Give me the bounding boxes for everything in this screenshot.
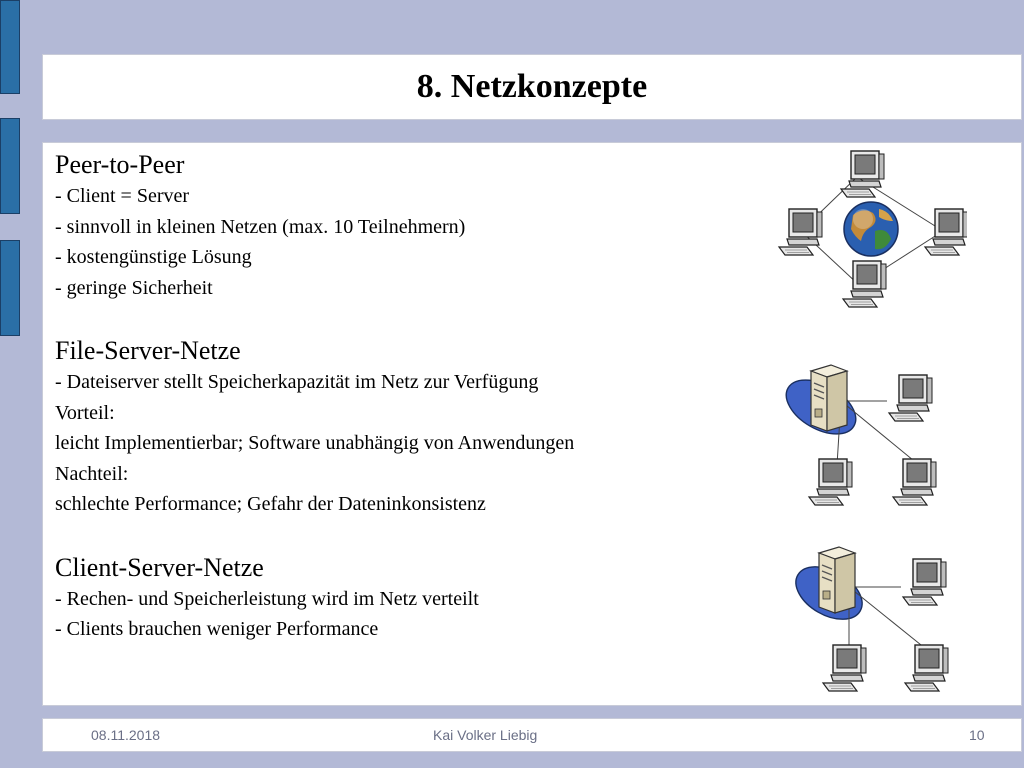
peer-to-peer-diagram bbox=[771, 147, 967, 309]
title-box bbox=[42, 54, 1022, 120]
bullet-line: Vorteil: bbox=[55, 401, 115, 424]
computer-icon bbox=[903, 559, 946, 605]
computer-icon bbox=[893, 459, 936, 505]
bullet-line: schlechte Performance; Gefahr der Dateninkonsistenz bbox=[55, 493, 486, 515]
section-heading: File-Server-Netze bbox=[55, 336, 241, 365]
bullet-line: Nachteil: bbox=[55, 462, 129, 485]
computer-icon bbox=[823, 645, 866, 691]
computer-icon bbox=[905, 645, 948, 691]
globe-icon bbox=[844, 202, 898, 256]
computer-icon bbox=[925, 209, 967, 255]
footer-date: 08.11.2018 bbox=[91, 727, 161, 743]
footer bbox=[42, 718, 1022, 752]
bullet-line: - geringe Sicherheit bbox=[55, 276, 213, 299]
server-icon bbox=[819, 547, 855, 613]
text-area bbox=[55, 149, 755, 645]
section-gap bbox=[55, 520, 755, 552]
bullet-line: - Clients brauchen weniger Performance bbox=[55, 618, 379, 640]
bullet-line: - Client = Server bbox=[55, 185, 190, 207]
section-file-server bbox=[55, 335, 755, 520]
computer-icon bbox=[779, 209, 822, 255]
section-peer-to-peer bbox=[55, 149, 755, 303]
file-server-diagram bbox=[779, 361, 957, 523]
content-box bbox=[42, 142, 1022, 706]
computer-icon bbox=[809, 459, 852, 505]
bullet-line: - Rechen- und Speicherleistung wird im Netz verteilt bbox=[55, 587, 479, 610]
accent-bar-2 bbox=[0, 118, 20, 214]
computer-icon bbox=[843, 261, 886, 307]
section-heading: Client-Server-Netze bbox=[55, 552, 264, 582]
accent-bar-1 bbox=[0, 0, 20, 94]
server-icon bbox=[811, 365, 847, 431]
accent-bar-3 bbox=[0, 240, 20, 336]
slide-title: 8. Netzkonzepte bbox=[416, 68, 648, 105]
client-server-diagram bbox=[789, 543, 967, 705]
section-heading: Peer-to-Peer bbox=[55, 150, 185, 179]
computer-icon bbox=[889, 375, 932, 421]
bullet-line: leicht Implementierbar; Software unabhängig von Anwendungen bbox=[55, 432, 575, 454]
bullet-line: - Dateiserver stellt Speicherkapazität im Netz zur Verfügung bbox=[55, 371, 539, 393]
footer-author: Kai Volker Liebig bbox=[433, 727, 538, 743]
bullet-line: - kostengünstige Lösung bbox=[55, 246, 252, 268]
bullet-line: - sinnvoll in kleinen Netzen (max. 10 Teilnehmern) bbox=[55, 215, 466, 238]
section-client-server bbox=[55, 552, 755, 645]
footer-page-number: 10 bbox=[969, 727, 985, 743]
section-gap bbox=[55, 303, 755, 335]
